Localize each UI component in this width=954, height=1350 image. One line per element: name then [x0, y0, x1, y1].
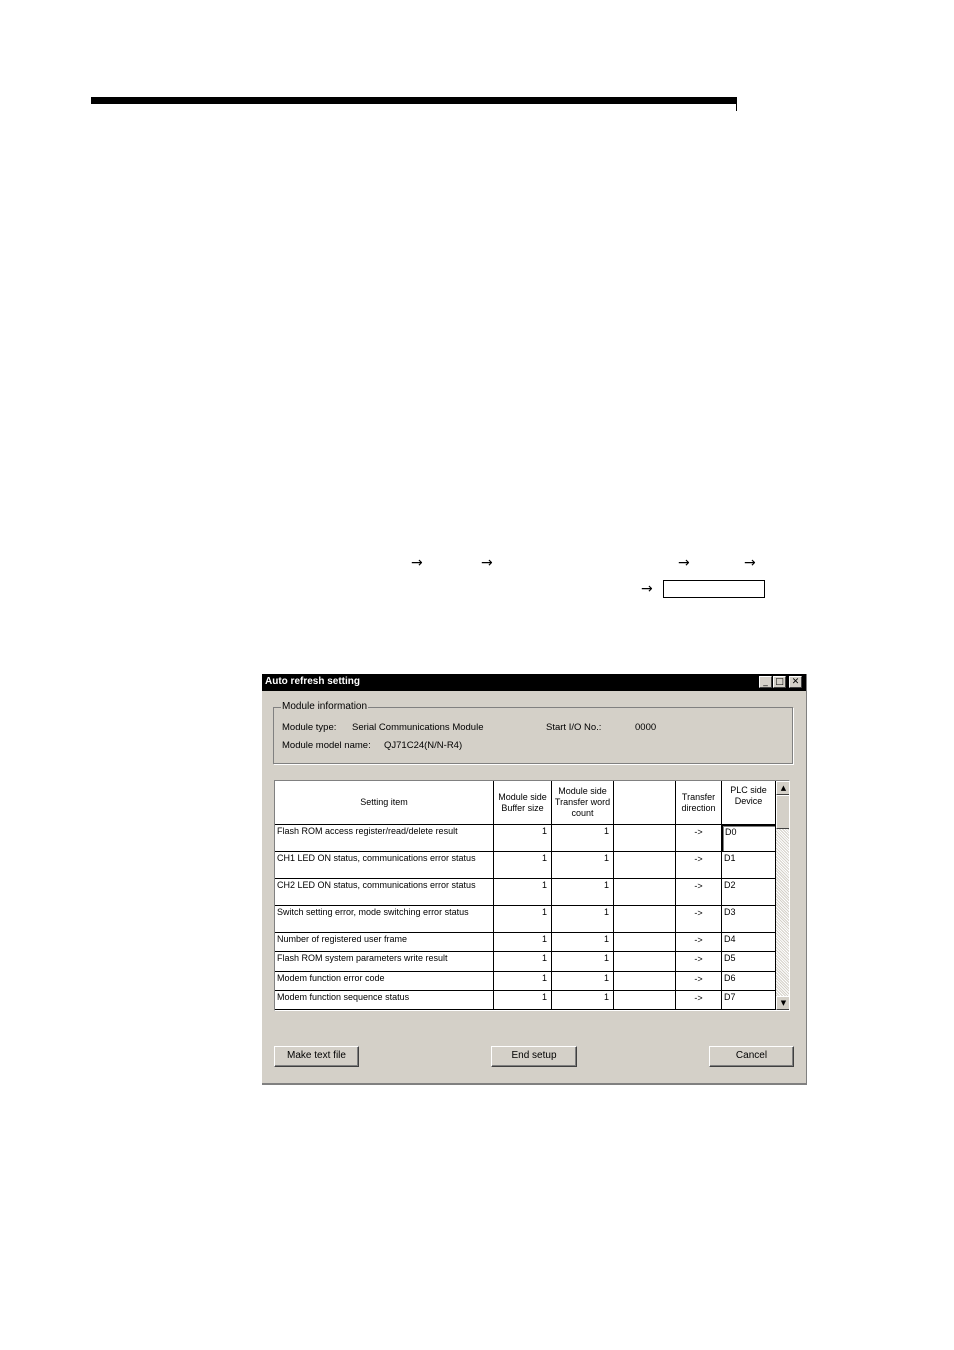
- row-plc-device-input[interactable]: D1: [722, 852, 776, 879]
- row-setting-item: CH1 LED ON status, communications error status: [275, 852, 494, 879]
- cancel-button[interactable]: Cancel: [709, 1046, 794, 1067]
- row-plc-device-input[interactable]: D6: [722, 972, 776, 991]
- row-blank: [614, 991, 676, 1010]
- header-transfer-direction: Transfer direction: [676, 781, 722, 825]
- refresh-grid: [274, 780, 790, 1011]
- row-setting-item: Flash ROM access register/read/delete result: [275, 825, 494, 852]
- module-model-value: QJ71C24(N/N-R4): [384, 740, 463, 751]
- row-buffer-size: 1: [494, 933, 552, 952]
- end-setup-button[interactable]: End setup: [491, 1046, 577, 1067]
- close-button[interactable]: ✕: [789, 676, 802, 688]
- scroll-up-icon[interactable]: ▲: [776, 781, 790, 795]
- row-buffer-size: 1: [494, 825, 552, 852]
- row-setting-item: Modem function error code: [275, 972, 494, 991]
- row-buffer-size: 1: [494, 952, 552, 972]
- row-direction: ->: [676, 933, 722, 952]
- row-word-count[interactable]: 1: [552, 952, 614, 972]
- header-blank: [614, 781, 676, 825]
- row-word-count[interactable]: 1: [552, 972, 614, 991]
- start-io-value: 0000: [635, 722, 657, 733]
- row-blank: [614, 879, 676, 906]
- row-buffer-size: 1: [494, 879, 552, 906]
- module-info-group: [273, 707, 793, 764]
- row-blank: [614, 952, 676, 972]
- header-setting-item: Setting item: [275, 781, 494, 825]
- row-blank: [614, 906, 676, 933]
- nav-arrow: →: [678, 555, 690, 571]
- module-type-label: Module type:: [282, 722, 337, 733]
- row-plc-device-input[interactable]: D7: [722, 991, 776, 1010]
- row-word-count[interactable]: 1: [552, 879, 614, 906]
- row-setting-item: CH2 LED ON status, communications error status: [275, 879, 494, 906]
- scroll-down-icon[interactable]: ▼: [776, 996, 790, 1010]
- row-word-count[interactable]: 1: [552, 933, 614, 952]
- header-buffer-size: Module side Buffer size: [494, 781, 552, 825]
- row-setting-item: Switch setting error, mode switching error status: [275, 906, 494, 933]
- nav-arrow: →: [411, 555, 423, 571]
- nav-target-box: [663, 580, 765, 598]
- auto-refresh-window: [262, 674, 807, 1085]
- row-plc-device-input[interactable]: D0: [722, 825, 776, 852]
- module-type-value: Serial Communications Module: [352, 722, 484, 733]
- nav-arrow: →: [641, 581, 653, 597]
- scroll-thumb[interactable]: [776, 795, 790, 829]
- row-setting-item: Number of registered user frame: [275, 933, 494, 952]
- module-model-label: Module model name:: [282, 740, 371, 751]
- row-direction: ->: [676, 972, 722, 991]
- row-blank: [614, 825, 676, 852]
- row-word-count[interactable]: 1: [552, 852, 614, 879]
- row-plc-device-input[interactable]: D4: [722, 933, 776, 952]
- row-blank: [614, 852, 676, 879]
- row-buffer-size: 1: [494, 906, 552, 933]
- top-rule-tick: [736, 97, 737, 111]
- row-direction: ->: [676, 906, 722, 933]
- maximize-button[interactable]: □: [773, 676, 786, 688]
- row-direction: ->: [676, 852, 722, 879]
- module-info-legend: Module information: [282, 701, 368, 712]
- row-word-count[interactable]: 1: [552, 825, 614, 852]
- top-rule: [91, 97, 737, 104]
- row-buffer-size: 1: [494, 972, 552, 991]
- row-blank: [614, 972, 676, 991]
- title-bar: [262, 674, 806, 691]
- minimize-button[interactable]: _: [759, 676, 772, 688]
- row-direction: ->: [676, 879, 722, 906]
- vertical-scrollbar[interactable]: [776, 781, 790, 1010]
- nav-arrow: →: [744, 555, 756, 571]
- header-plc-device: PLC side Device: [722, 781, 776, 825]
- nav-arrow: →: [481, 555, 493, 571]
- header-transfer-word-count: Module side Transfer word count: [552, 781, 614, 825]
- row-plc-device-input[interactable]: D3: [722, 906, 776, 933]
- row-plc-device-input[interactable]: D2: [722, 879, 776, 906]
- row-direction: ->: [676, 952, 722, 972]
- row-buffer-size: 1: [494, 852, 552, 879]
- row-setting-item: Flash ROM system parameters write result: [275, 952, 494, 972]
- row-blank: [614, 933, 676, 952]
- row-direction: ->: [676, 825, 722, 852]
- start-io-label: Start I/O No.:: [546, 722, 602, 733]
- make-text-file-button[interactable]: Make text file: [274, 1046, 359, 1067]
- row-setting-item: Modem function sequence status: [275, 991, 494, 1010]
- row-direction: ->: [676, 991, 722, 1010]
- row-word-count[interactable]: 1: [552, 906, 614, 933]
- row-buffer-size: 1: [494, 991, 552, 1010]
- row-word-count[interactable]: 1: [552, 991, 614, 1010]
- window-title: Auto refresh setting: [265, 676, 361, 687]
- row-plc-device-input[interactable]: D5: [722, 952, 776, 972]
